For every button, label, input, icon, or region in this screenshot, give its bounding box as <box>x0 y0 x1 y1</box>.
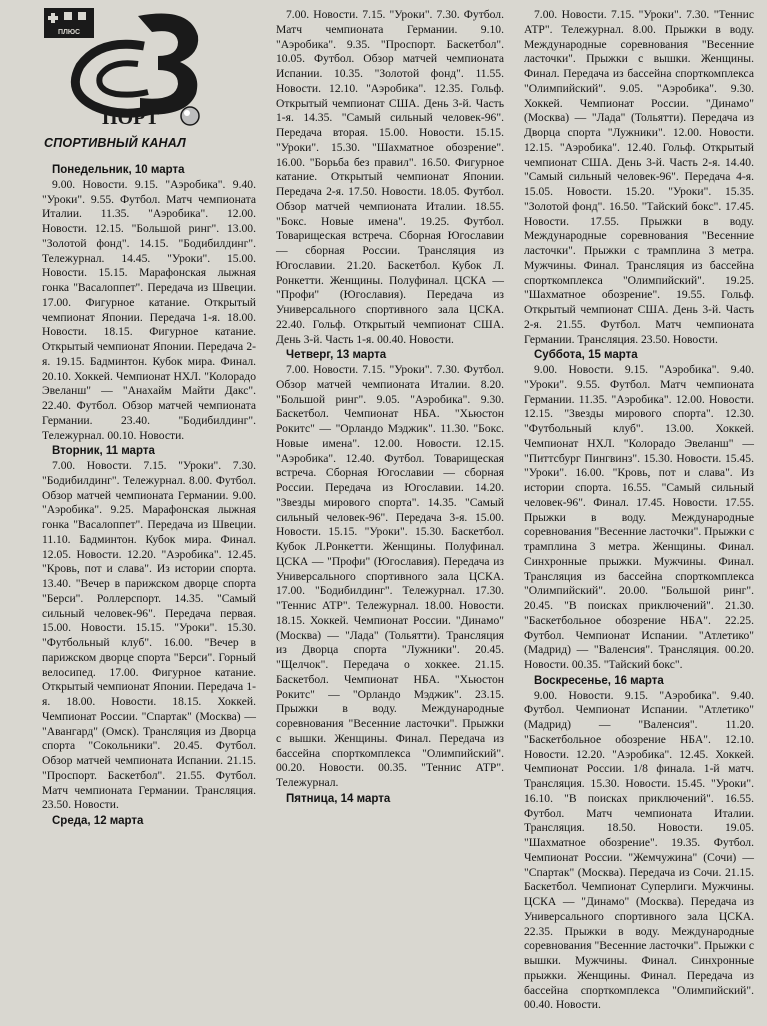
day-heading-wednesday: Среда, 12 марта <box>52 815 144 827</box>
day-heading-sunday: Воскресенье, 16 марта <box>534 674 664 687</box>
day-heading-friday: Пятница, 14 марта <box>286 792 391 805</box>
channel-title: СПОРТИВНЫЙ КАНАЛ <box>44 136 186 150</box>
sport-channel-logo <box>40 6 212 130</box>
program-sunday: 9.00. Новости. 9.15. "Аэробика". 9.40. Футбол. Чемпионат Испании. "Атлетико" (Мадрид) — "Валенсия". 11.20. "Баскетбольное обозрение НБА". 12.10. Новости. 12.20. "Аэробика". 12.45. Хоккей. Чемпионат России. 1/8 финала. 1-й матч. Трансляция. 15.30. Новости. 15.45. "Уроки". 16.10. "В поисках приключений". 16.55. Футбол. Матч чемпионата Италии. Трансляция. 18.50. Новости. 19.05. "Шахматное обозрение". 19.35. Футбол. Чемпионат России. "Жемчужина" (Сочи) — "Спартак" (Москва). Передача из Сочи. 21.15. Баскетбол. Чемпионат Суперлиги. Мужчины. ЦСКА — "Динамо" (Москва). Передача из Универсального спортивного зала ЦСКА. 22.35. Прыжки в воду. Международные соревнования "Весенние ласточки". Прыжки с вышки. Мужчины. Финал. Синхронные прыжки. Женщины. Финал. Передача из бассейна спорткомплекса "Олимпийский". 00.40. Новости. <box>524 688 754 1012</box>
day-heading-monday: Понедельник, 10 марта <box>52 164 185 176</box>
program-tuesday: 7.00. Новости. 7.15. "Уроки". 7.30. "Бодибилдинг". Тележурнал. 8.00. Футбол. Обзор матчей чемпионата Германии. 9.00. "Аэробика". 9.25. Марафонская лыжная гонка "Васалоппет". Передача из Швеции. 11.10. Бадминтон. Кубок мира. Финал. 12.05. Новости. 12.20. "Аэробика". 12.45. "Кровь, пот и слава". Из истории спорта. 13.40. "Вечер в парижском дворце спорта "Берси". Роллерспорт. 14.35. "Самый сильный человек-96". Передача первая. 15.00. Новости. 15.15. "Уроки". 15.30. "Футбольный клуб". 16.00. "Вечер в парижском дворце спорта "Берси". Горный велосипед. 17.00. Фигурное катание. Открытый чемпионат Японии. Передача 1-я. 18.00. Новости. 18.15. Хоккей. Чемпионат России. "Спартак" (Москва) — "Авангард" (Омск). Трансляция из Дворца спорта "Сокольники". 20.45. Футбол. Обзор матчей чемпионата Испании. 21.15. "Проспорт. Баскетбол". 21.55. Футбол. Матч чемпионата Германии. Трансляция. 23.50. Новости. <box>42 459 256 812</box>
day-heading-tuesday: Вторник, 11 марта <box>52 445 155 458</box>
program-wednesday: 7.00. Новости. 7.15. "Уроки". 7.30. Футбол. Матч чемпионата Германии. 9.10. "Аэробика". 9.35. "Проспорт. Баскетбол". 10.05. Футбол. Обзор матчей чемпионата Испании. 10.35. "Золотой фонд". 11.55. Новости. 12.10. "Аэробика". 12.35. Гольф. Открытый чемпионат США. День 3-й. Часть 1-я. 14.35. "Самый сильный человек-96". Передача вторая. 15.00. Новости. 15.15. "Уроки". 15.30. "Шахматное обозрение". 16.00. "Борьба без правил". 16.50. Фигурное катание. Открытый чемпионат Японии. Передача 2-я. 17.50. Новости. 18.05. Футбол. Обзор матчей чемпионата Италии. 18.55. "Бокс. Новые имена". 19.25. Футбол. Товарищеская встреча. Сборная Югославии — сборная России. Трансляция из Югославии. 21.20. Баскетбол. Кубок Л. Ронкетти. Женщины. Полуфинал. ЦСКА — "Профи" (Югославия). Передача из Универсального спортивного зала ЦСКА. 22.40. Гольф. Открытый чемпионат США. День 3-й. Часть 1-я. 00.40. Новости. <box>276 8 504 346</box>
program-monday: 9.00. Новости. 9.15. "Аэробика". 9.40. "Уроки". 9.55. Футбол. Матч чемпионата Италии. 11.35. "Аэробика". 12.00. Новости. 12.15. "Большой ринг". 13.00. "Золотой фонд". 14.15. "Бодибилдинг". Тележурнал. 14.45. "Уроки". 15.00. Новости. 15.15. Марафонская лыжная гонка "Васалоппет". Передача из Швеции. 17.00. Фигурное катание. Открытый чемпионат Японии. Передача 1-я. 18.00. Новости. 18.15. Фигурное катание. Открытый чемпионат Японии. Передача 2-я. 19.15. Бадминтон. Кубок мира. Финал. 20.10. Хоккей. Чемпионат НХЛ. "Колорадо Эвеланш" — "Анахайм Майти Дакс". 22.40. Футбол. Обзор матчей чемпионата Германии. 23.40. "Бодибилдинг". Тележурнал. 00.10. Новости. <box>42 177 256 442</box>
program-thursday: 7.00. Новости. 7.15. "Уроки". 7.30. Футбол. Обзор матчей чемпионата Италии. 8.20. "Большой ринг". 9.05. "Аэробика". 9.30. Баскетбол. Чемпионат НБА. "Хьюстон Рокитс" — "Орландо Мэджик". 11.30. "Бокс. Новые имена". 12.00. Новости. 12.15. "Аэробика". 12.40. Футбол. Товарищеская встреча. Сборная Югославии — сборная России. Передача из Югославии. 14.20. "Звезды мирового спорта". 14.35. "Самый сильный человек-96". Передача 3-я. 15.00. Новости. 15.15. "Уроки". 15.30. Баскетбол. Кубок Л.Ронкетти. Женщины. Полуфинал. ЦСКА — "Профи" (Югославия). Передача из Универсального спортивного зала ЦСКА. 17.00. "Бодибилдинг". Тележурнал. 17.30. "Теннис АТР". Тележурнал. 18.00. Новости. 18.15. Хоккей. Чемпионат России. "Динамо" (Москва) — "Лада" (Тольятти). Трансляция из Дворца спорта "Лужники". 20.45. "Щелчок". Передача о хоккее. 21.15. Баскетбол. Чемпионат НБА. "Хьюстон Рокитс" — "Орландо Мэджик". 23.15. Прыжки в воду. Международные соревнования "Весенние ласточки". Прыжки с вышки. Женщины. Финал. Передача из бассейна спорткомплекса "Олимпийский". 00.20. Новости. 00.35. "Теннис АТР". Тележурнал. <box>276 363 504 789</box>
program-friday: 7.00. Новости. 7.15. "Уроки". 7.30. "Теннис АТР". Тележурнал. 8.00. Прыжки в воду. Международные соревнования "Весенние ласточки". Прыжки с вышки. Женщины. Финал. Передача из бассейна спорткомплекса "Олимпийский". 9.05. "Аэробика". 9.30. Хоккей. Чемпионат России. "Динамо" (Москва) — "Лада" (Тольятти). Передача из Дворца спорта "Лужники". 12.00. Новости. 12.15. "Аэробика". 12.40. Гольф. Открытый чемпионат США. День 3-й. Часть 2-я. 14.40. "Самый сильный человек-96". Передача 4-я. 15.05. Новости. 15.20. "Уроки". 15.35. "Золотой фонд". 16.50. "Тайский бокс". 17.45. Новости. 17.55. Прыжки в воду. Международные соревнования "Весенние ласточки". Прыжки с трамплина 3 метра. Мужчины. Финал. Трансляция из бассейна спорткомплекса "Олимпийский". 19.25. "Шахматное обозрение". 19.55. Гольф. Открытый чемпионат США. День 3-й. Часть 2-я. 21.55. Футбол. Матч чемпионата Германии. Трансляция. 23.50. Новости. <box>524 8 754 346</box>
logo-sport-text: ПОРТ <box>102 107 159 129</box>
program-saturday: 9.00. Новости. 9.15. "Аэробика". 9.40. "Уроки". 9.55. Футбол. Матч чемпионата Германии. 11.35. "Аэробика". 12.00. Новости. 12.15. "Звезды мирового спорта". 12.30. "Футбольный клуб". 13.00. Хоккей. Чемпионат НХЛ. "Колорадо Эвеланш" — "Питтсбург Пингвинз". 15.30. Новости. 15.45. "Уроки". 16.00. "Кровь, пот и слава". Из истории спорта. 16.55. "Самый сильный человек-96". Финал. 17.45. Новости. 17.55. Прыжки в воду. Международные соревнования "Весенние ласточки". Прыжки с трамплина 3 метра. Женщины. Финал. Синхронные прыжки. Мужчины. Финал. Трансляция из бассейна спорткомплекса "Олимпийский". 20.00. "Большой ринг". 20.45. "В поисках приключений". 21.30. "Баскетбольное обозрение НБА". 22.25. Футбол. Чемпионат Испании. "Атлетико" (Мадрид) — "Валенсия". Трансляция. 00.20. Новости. 00.35. "Тайский бокс". <box>524 363 754 671</box>
day-heading-thursday: Четверг, 13 марта <box>286 349 387 362</box>
day-heading-saturday: Суббота, 15 марта <box>534 349 638 362</box>
column-2 <box>276 8 504 807</box>
logo-plus-text: ПЛЮС <box>57 29 81 36</box>
column-1 <box>42 162 256 829</box>
column-3 <box>524 8 754 1013</box>
